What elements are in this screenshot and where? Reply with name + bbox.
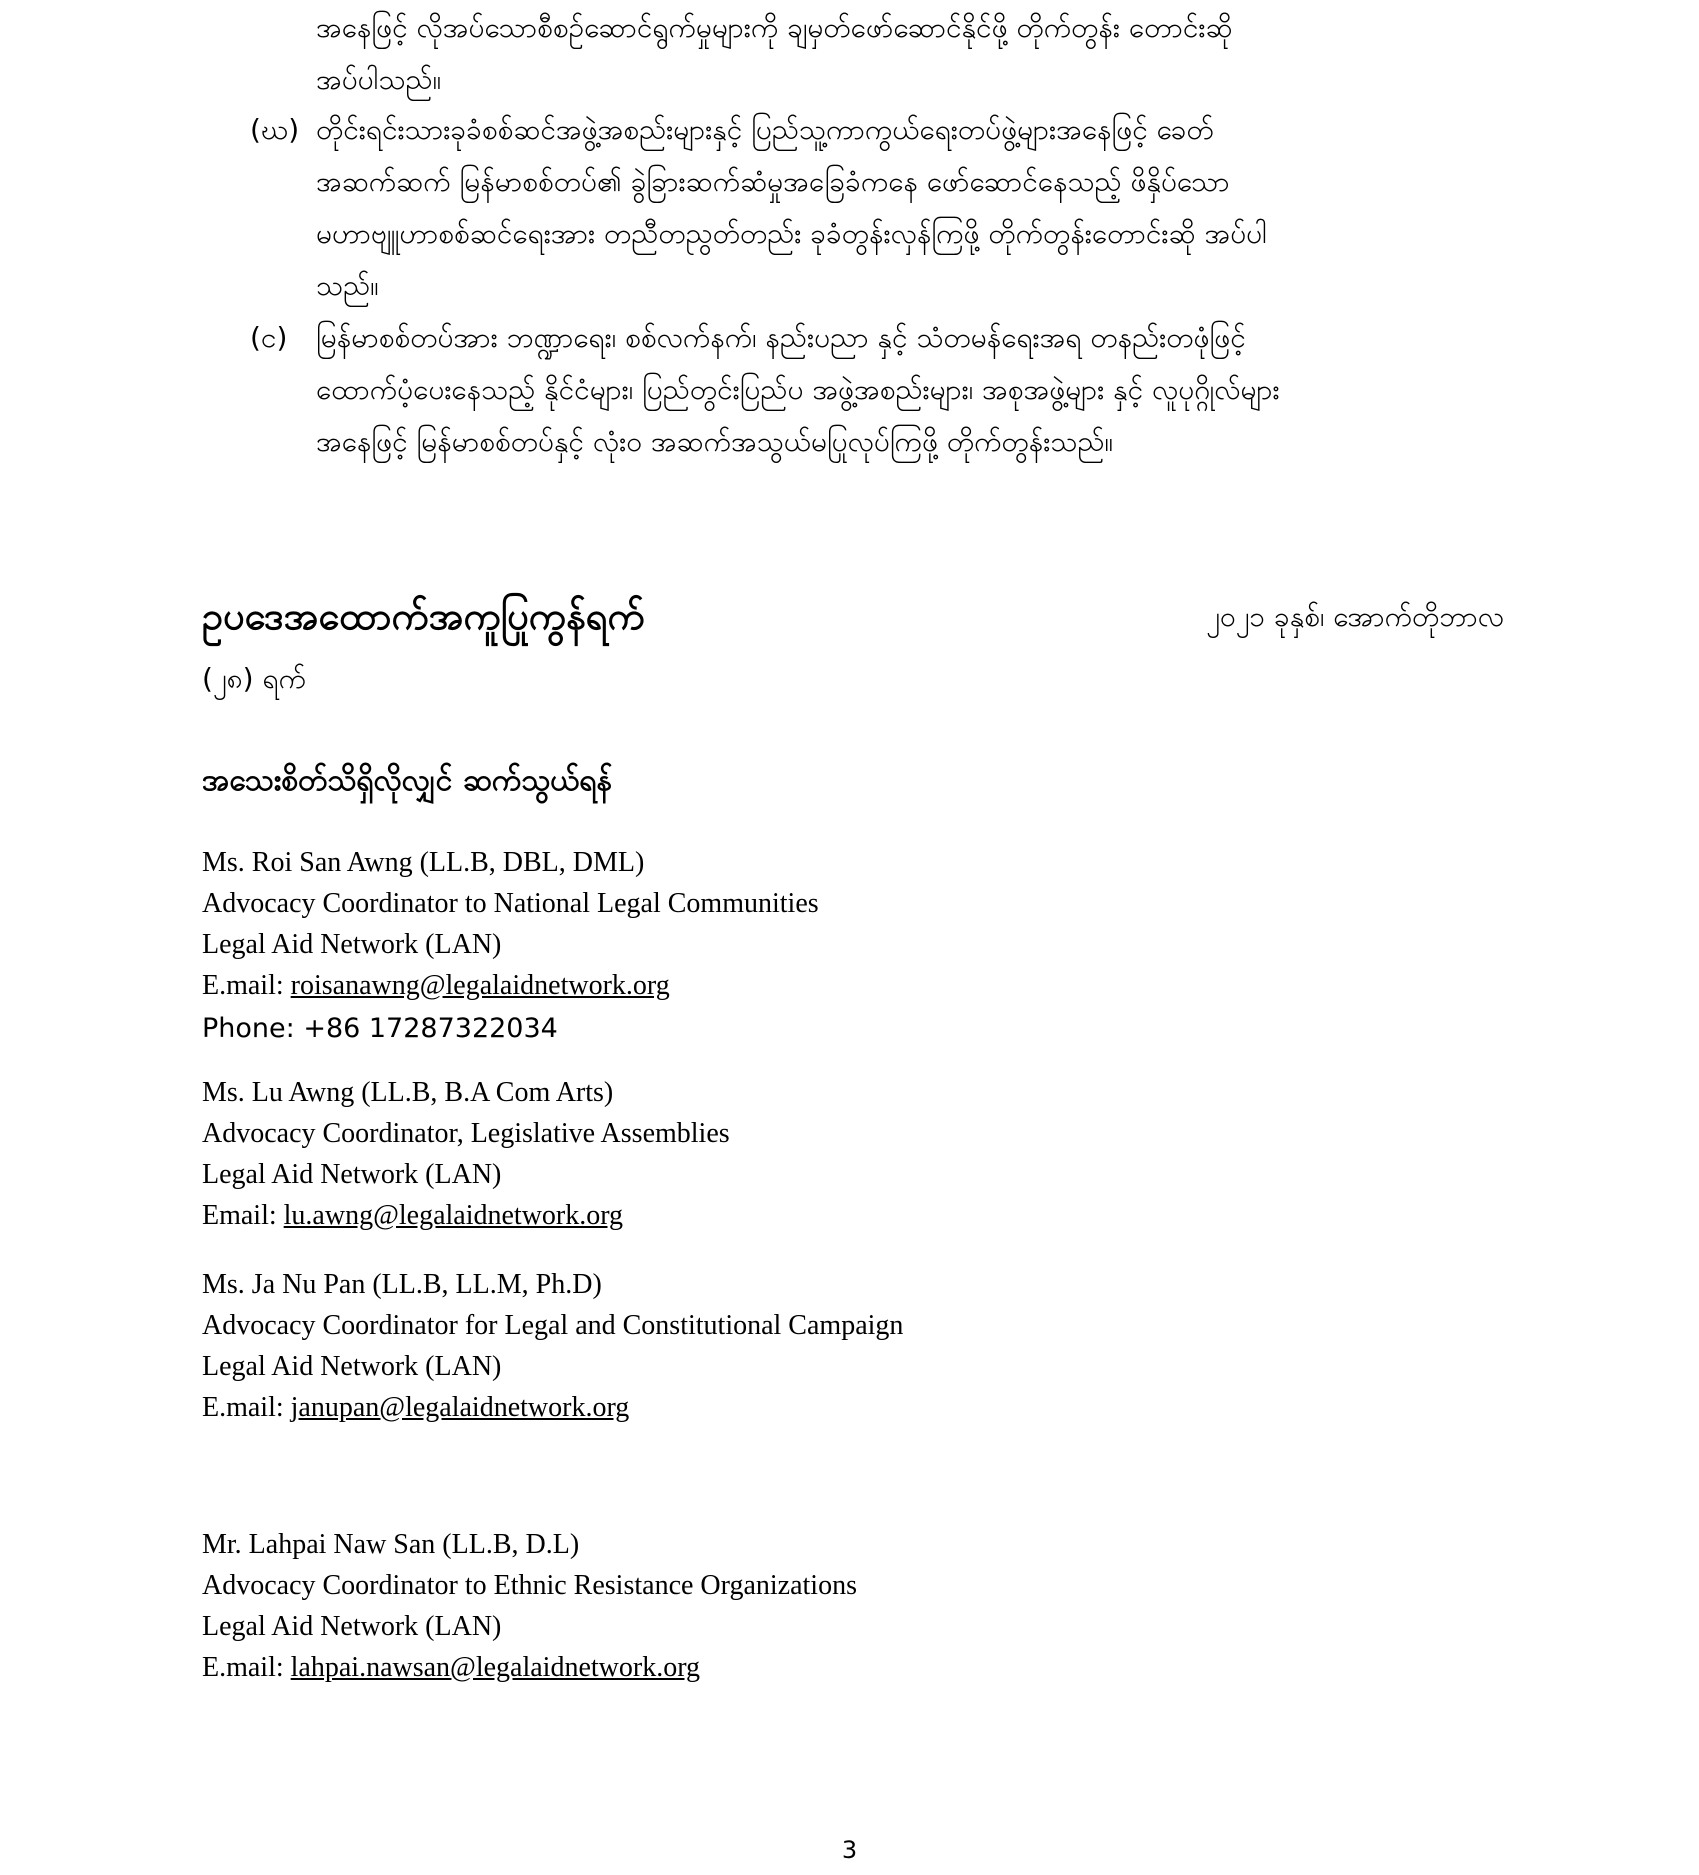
- intro-line: အပ်ပါသည်။: [316, 63, 442, 96]
- contact-block: [202, 1524, 857, 1688]
- contact-org: Legal Aid Network (LAN): [202, 1611, 502, 1642]
- contact-email-row: [202, 1195, 730, 1236]
- contact-email-row: [202, 965, 819, 1006]
- email-link[interactable]: lahpai.nawsan@legalaidnetwork.org: [290, 1652, 701, 1683]
- email-label: E.mail:: [202, 1392, 291, 1423]
- contact-block: [202, 1072, 730, 1236]
- email-label: E.mail:: [202, 1652, 291, 1683]
- contact-name: Mr. Lahpai Naw San (LL.B, D.L): [202, 1529, 580, 1560]
- statement-date: ၂၀၂၁ ခုနှစ်၊ အောက်တိုဘာလ: [1206, 600, 1504, 633]
- contact-heading: အသေးစိတ်သိရှိလိုလျှင် ဆက်သွယ်ရန်: [202, 763, 613, 798]
- contact-name: Ms. Lu Awng (LL.B, B.A Com Arts): [202, 1077, 614, 1108]
- contact-org: Legal Aid Network (LAN): [202, 929, 502, 960]
- contact-email-row: [202, 1647, 857, 1688]
- intro-paragraph: [316, 2, 1516, 106]
- item-nga-line: ထောက်ပံ့ပေးနေသည့် နိုင်ငံများ၊ ပြည်တွင်းပြည်ပ အဖွဲ့အစည်းများ၊ အစုအဖွဲ့များ နှင့် လူပုဂ္ဂိုလ်များ: [316, 373, 1280, 406]
- item-nga-label: (င): [250, 321, 288, 354]
- contact-role: Advocacy Coordinator to Ethnic Resistance Organizations: [202, 1570, 857, 1601]
- item-nga-line: မြန်မာစစ်တပ်အား ဘဏ္ဍာရေး၊ စစ်လက်နက်၊ နည်းပညာ နှင့် သံတမန်ရေးအရ တနည်းတဖုံဖြင့်: [316, 321, 1246, 354]
- contact-org: Legal Aid Network (LAN): [202, 1159, 502, 1190]
- email-link[interactable]: lu.awng@legalaidnetwork.org: [283, 1200, 624, 1231]
- item-gha-text: [316, 104, 1516, 312]
- email-link[interactable]: roisanawng@legalaidnetwork.org: [290, 970, 670, 1001]
- contact-role: Advocacy Coordinator for Legal and Constitutional Campaign: [202, 1310, 904, 1341]
- item-gha-line: တိုင်းရင်းသားခုခံစစ်ဆင်အဖွဲ့အစည်းများနှင့် ပြည်သူ့ကာကွယ်ရေးတပ်ဖွဲ့များအနေဖြင့် ခေတ်: [316, 113, 1214, 146]
- email-label: E.mail:: [202, 970, 291, 1001]
- email-label: Email:: [202, 1200, 284, 1231]
- page-number: 3: [841, 1836, 858, 1864]
- contact-block: [202, 1264, 903, 1428]
- item-nga-line: အနေဖြင့် မြန်မာစစ်တပ်နှင့် လုံးဝ အဆက်အသွယ်မပြုလုပ်ကြဖို့ တိုက်တွန်းသည်။: [316, 425, 1113, 458]
- item-gha-line: သည်။: [316, 269, 379, 302]
- item-nga-text: [316, 312, 1516, 468]
- contact-phone: Phone: +86 17287322034: [202, 1013, 558, 1044]
- email-link[interactable]: janupan@legalaidnetwork.org: [290, 1392, 630, 1423]
- item-gha-line: မဟာဗျူဟာစစ်ဆင်ရေးအား တညီတညွတ်တည်း ခုခံတွန်းလှန်ကြဖို့ တိုက်တွန်းတောင်းဆို အပ်ပါ: [316, 217, 1267, 250]
- item-gha-line: အဆက်ဆက် မြန်မာစစ်တပ်၏ ခွဲခြားဆက်ဆံမှုအခြေခံကနေ ဖော်ဆောင်နေသည့် ဖိနှိပ်သော: [316, 165, 1230, 198]
- contact-block: [202, 842, 819, 1052]
- contact-email-row: [202, 1387, 903, 1428]
- intro-line: အနေဖြင့် လိုအပ်သောစီစဉ်ဆောင်ရွက်မှုများကို ချမှတ်ဖော်ဆောင်နိုင်ဖို့ တိုက်တွန်း တောင်းဆို: [316, 11, 1233, 44]
- contact-name: Ms. Ja Nu Pan (LL.B, LL.M, Ph.D): [202, 1269, 602, 1300]
- contact-role: Advocacy Coordinator, Legislative Assemblies: [202, 1118, 730, 1149]
- item-gha-label: (ဃ): [250, 113, 300, 146]
- contact-role: Advocacy Coordinator to National Legal Communities: [202, 888, 819, 919]
- statement-heading: ဥပဒေအထောက်အကူပြုကွန်ရက်: [202, 594, 645, 638]
- contact-org: Legal Aid Network (LAN): [202, 1351, 502, 1382]
- statement-day: (၂၈) ရက်: [202, 662, 306, 695]
- contact-name: Ms. Roi San Awng (LL.B, DBL, DML): [202, 847, 645, 878]
